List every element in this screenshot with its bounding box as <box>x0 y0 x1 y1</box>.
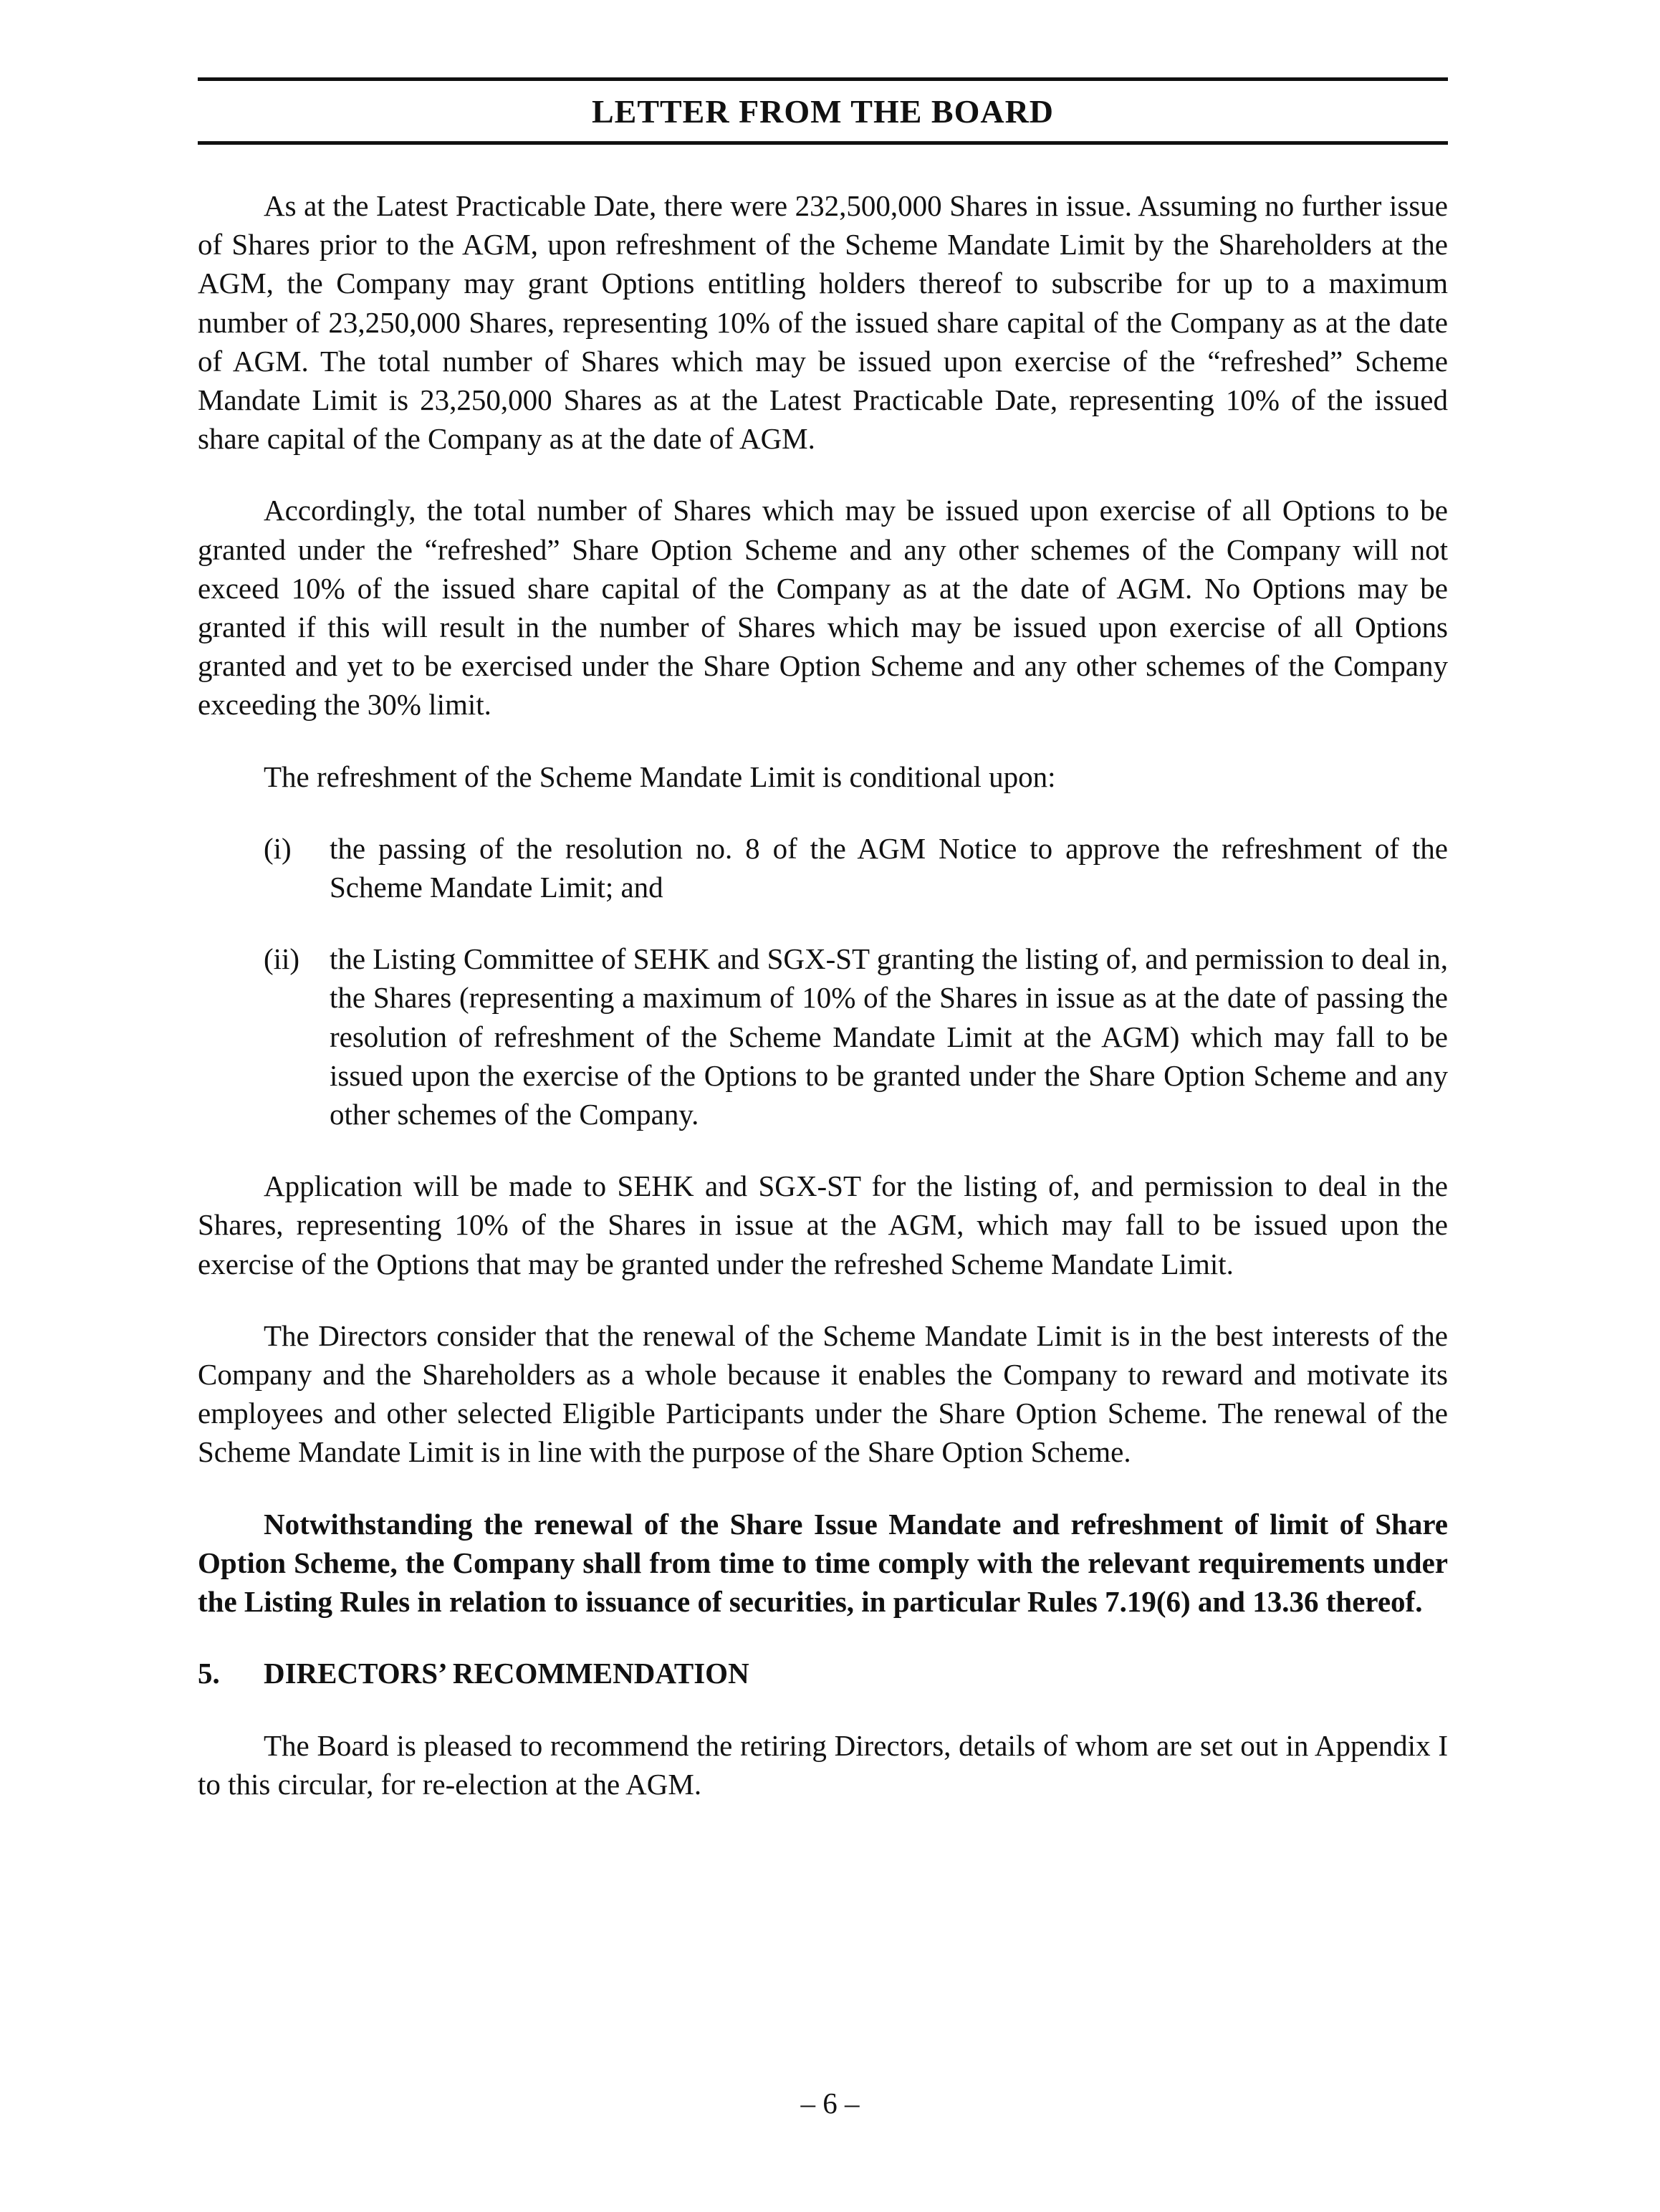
header-top-rule <box>198 77 1448 81</box>
header-bottom-rule <box>198 141 1448 145</box>
page-number: – 6 – <box>800 2087 860 2120</box>
condition-item-ii <box>264 939 1448 1134</box>
paragraph-application: Application will be made to SEHK and SGX-ST for the listing of, and permission to deal in the Shares, representing 10% of the Shares in issue at the AGM, which may fall to be issued upon the exercise of the Options that may be granted under the refreshed Scheme Mandate Limit. <box>198 1169 1448 1280</box>
paragraph-notwithstanding: Notwithstanding the renewal of the Share Issue Mandate and refreshment of limit of Share Option Scheme, the Company shall from time to time comply with the relevant requirements under the Listing Rules in relation to issuance of securities, in particular Rules 7.19(6) and 13.36 thereof. <box>198 1507 1448 1619</box>
condition-item-i <box>264 829 1448 906</box>
paragraph-directors-consider: The Directors consider that the renewal of the Scheme Mandate Limit is in the best interests of the Company and the Shareholders as a whole because it enables the Company to reward and motivate its employees and other selected Eligible Participants under the Share Option Scheme. The renewal of the Scheme Mandate Limit is in line with the purpose of the Share Option Scheme. <box>198 1318 1448 1469</box>
paragraph-board-recommend: The Board is pleased to recommend the retiring Directors, details of whom are set out in Appendix I to this circular, for re-election at the AGM. <box>198 1728 1448 1801</box>
paragraph-latest-practicable-date: As at the Latest Practicable Date, there were 232,500,000 Shares in issue. Assuming no further issue of Shares prior to the AGM, upon refreshment of the Scheme Mandate Limit by the Shareholders at the AGM, the Company may grant Options entitling holders thereof to subscribe for up to a maximum number of 23,250,000 Shares, representing 10% of the issued share capital of the Company as at the date of AGM. The total number of Shares which may be issued upon exercise of the “refreshed” Scheme Mandate Limit is 23,250,000 Shares as at the Latest Practicable Date, representing 10% of the issued share capital of the Company as at the date of AGM. <box>198 189 1448 456</box>
section-heading-directors-recommendation <box>198 1654 1448 1692</box>
condition-number: (ii) <box>264 942 300 976</box>
paragraph-conditional-upon: The refreshment of the Scheme Mandate Limit is conditional upon: <box>264 760 1056 793</box>
document-page <box>198 77 1448 1837</box>
section-title: DIRECTORS’ RECOMMENDATION <box>264 1657 749 1690</box>
paragraph-accordingly: Accordingly, the total number of Shares which may be issued upon exercise of all Options to be granted under the “refreshed” Share Option Scheme and any other schemes of the Company will not exceed 10% of the issued share capital of the Company as at the date of AGM. No Options may be granted if this will result in the number of Shares which may be issued upon exercise of all Options granted and yet to be exercised under the Share Option Scheme and any other schemes of the Company exceeding the 30% limit. <box>198 494 1448 722</box>
condition-number: (i) <box>264 831 292 865</box>
letter-body <box>198 186 1448 1804</box>
condition-text: the passing of the resolution no. 8 of the AGM Notice to approve the refreshment of the Scheme Mandate Limit; and <box>330 831 1448 904</box>
section-number: 5. <box>198 1657 220 1690</box>
page-header-title: LETTER FROM THE BOARD <box>591 93 1055 130</box>
condition-text: the Listing Committee of SEHK and SGX-ST granting the listing of, and permission to deal in, the Shares (representing a maximum of 10% of the Shares in issue as at the date of passing the resolution of refreshment of the Scheme Mandate Limit at the AGM) which may fall to be issued upon the exercise of the Options to be granted under the Share Option Scheme and any other schemes of the Company. <box>330 942 1448 1131</box>
